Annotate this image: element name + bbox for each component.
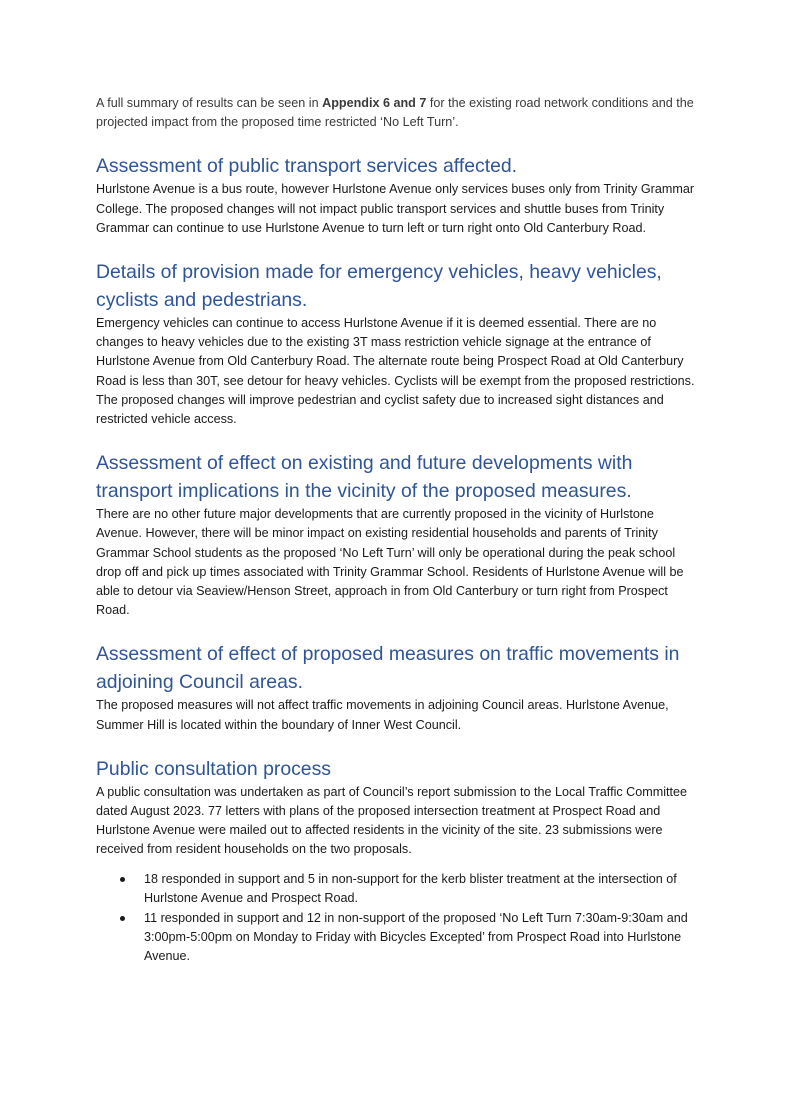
- intro-text-post: for the existing road network conditions and the projected impact from the proposed time restricted ‘No Left Turn’.: [96, 96, 694, 130]
- heading-public-consultation: Public consultation process: [96, 757, 331, 780]
- document-content: [96, 94, 696, 968]
- heading-developments-effect: Assessment of effect on existing and future developments with transport implications in the vicinity of the proposed measures.: [96, 452, 633, 503]
- intro-appendix-ref: Appendix 6 and 7: [322, 96, 427, 110]
- heading-adjoining-council: Assessment of effect of proposed measures on traffic movements in adjoining Council areas.: [96, 643, 680, 694]
- intro-text-pre: A full summary of results can be seen in: [96, 96, 323, 110]
- paragraph-adjoining-council: The proposed measures will not affect traffic movements in adjoining Council areas. Hurlstone Avenue, Summer Hill is located within the boundary of Inner West Council.: [96, 698, 669, 732]
- paragraph-public-transport: Hurlstone Avenue is a bus route, however Hurlstone Avenue only services buses only from Trinity Grammar College. The proposed changes will not impact public transport services and shuttle buses from Trinity Grammar can continue to use Hurlstone Avenue to turn left or turn right onto Old Canterbury Road.: [96, 182, 695, 235]
- spacer: [96, 238, 696, 258]
- spacer: [96, 620, 696, 640]
- heading-emergency-provision: Details of provision made for emergency vehicles, heavy vehicles, cyclists and pedestrians.: [96, 261, 662, 312]
- paragraph-developments-effect: There are no other future major developments that are currently proposed in the vicinity of Hurlstone Avenue. However, there will be minor impact on existing residential households and parents of Trinity Grammar School students as the proposed ‘No Left Turn’ will only be operational during the peak school drop off and pick up times associated with Trinity Grammar School. Residents of Hurlstone Avenue will be able to detour via Seaview/Henson Street, approach in from Old Canterbury or turn right from Prospect Road.: [96, 507, 684, 618]
- intro-paragraph: [96, 94, 696, 132]
- spacer: [96, 132, 696, 152]
- paragraph-public-consultation: A public consultation was undertaken as part of Council’s report submission to the Local Traffic Committee dated August 2023. 77 letters with plans of the proposed intersection treatment at Prospect Road and Hurlstone Avenue were mailed out to affected residents in the vicinity of the site. 23 submissions were received from resident households on the two proposals.: [96, 784, 688, 857]
- paragraph-emergency-provision: Emergency vehicles can continue to access Hurlstone Avenue if it is deemed essential. There are no changes to heavy vehicles due to the existing 3T mass restriction vehicle signage at the entrance of Hurlstone Avenue from Old Canterbury Road. The alternate route being Prospect Road at Old Canterbury Road is less than 30T, see detour for heavy vehicles. Cyclists will be exempt from the proposed restrictions. The proposed changes will improve pedestrian and cyclist safety due to increased sight distances and restricted vehicle access.: [96, 316, 695, 427]
- list-item: 18 responded in support and 5 in non-support for the kerb blister treatment at the intersection of Hurlstone Avenue and Prospect Road.: [144, 870, 696, 908]
- list-item: 11 responded in support and 12 in non-support of the proposed ‘No Left Turn 7:30am-9:30am and 3:00pm-5:00pm on Monday to Friday with Bicycles Excepted’ from Prospect Road into Hurlstone Avenue.: [144, 909, 696, 967]
- heading-public-transport: Assessment of public transport services affected.: [96, 155, 518, 178]
- consultation-results-list: [96, 870, 696, 967]
- spacer: [96, 429, 696, 449]
- spacer: [96, 735, 696, 755]
